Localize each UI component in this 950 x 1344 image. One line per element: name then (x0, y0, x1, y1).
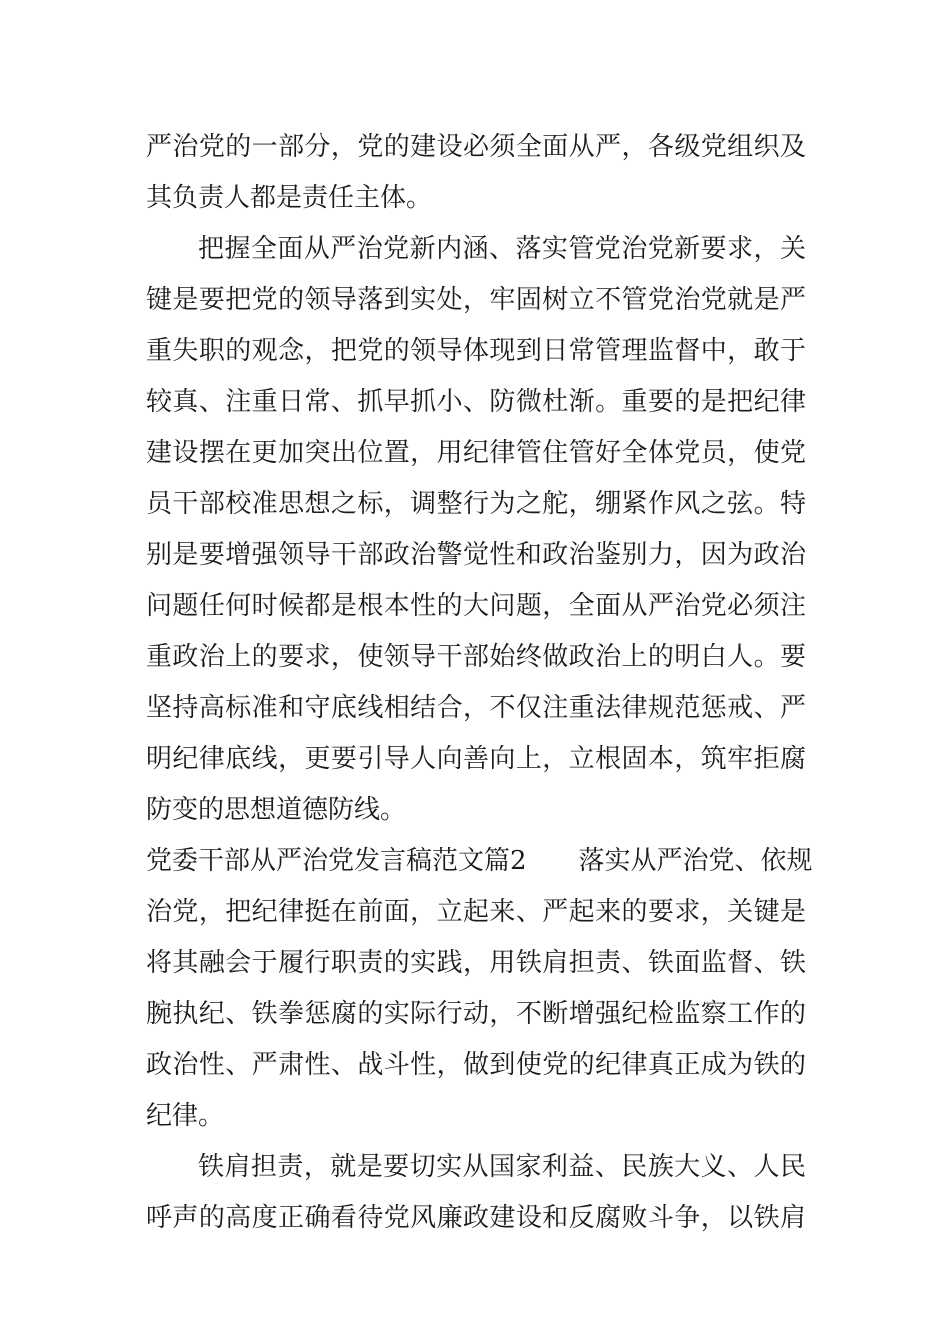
text-line: 别是要增强领导干部政治警觉性和政治鉴别力，因为政治 (146, 540, 806, 570)
text-line: 严治党的一部分，党的建设必须全面从严，各级党组织及 (146, 132, 806, 162)
document-page (146, 122, 813, 1244)
text-line: 建设摆在更加突出位置，用纪律管住管好全体党员，使党 (146, 438, 806, 468)
text-line: 其负责人都是责任主体。 (146, 183, 433, 213)
text-line: 纪律。 (146, 1101, 225, 1131)
text-line: 把握全面从严治党新内涵、落实管党治党新要求，关 (198, 234, 806, 264)
text-line: 重政治上的要求，使领导干部始终做政治上的明白人。要 (146, 642, 806, 672)
text-line: 政治性、严肃性、战斗性，做到使党的纪律真正成为铁的 (146, 1050, 806, 1080)
text-line: 坚持高标准和守底线相结合，不仅注重法律规范惩戒、严 (146, 693, 806, 723)
section-title: 党委干部从严治党发言稿范文篇2 (146, 846, 527, 876)
text-fragment: 落实从严治党、依规 (578, 846, 813, 876)
text-line: 治党，把纪律挺在前面，立起来、严起来的要求，关键是 (146, 897, 806, 927)
text-line: 腕执纪、铁拳惩腐的实际行动，不断增强纪检监察工作的 (146, 999, 806, 1029)
text-line: 呼声的高度正确看待党风廉政建设和反腐败斗争，以铁肩 (146, 1203, 806, 1233)
text-line: 铁肩担责，就是要切实从国家利益、民族大义、人民 (198, 1152, 806, 1182)
text-line: 较真、注重日常、抓早抓小、防微杜渐。重要的是把纪律 (146, 387, 806, 417)
text-line: 明纪律底线，更要引导人向善向上，立根固本，筑牢拒腐 (146, 744, 806, 774)
text-line: 问题任何时候都是根本性的大问题，全面从严治党必须注 (146, 591, 806, 621)
section-heading-line (146, 836, 813, 887)
text-line: 重失职的观念，把党的领导体现到日常管理监督中，敢于 (146, 336, 806, 366)
text-line: 将其融会于履行职责的实践，用铁肩担责、铁面监督、铁 (146, 948, 806, 978)
text-line: 员干部校准思想之标，调整行为之舵，绷紧作风之弦。特 (146, 489, 806, 519)
text-line: 键是要把党的领导落到实处，牢固树立不管党治党就是严 (146, 285, 806, 315)
text-line: 防变的思想道德防线。 (146, 795, 407, 825)
